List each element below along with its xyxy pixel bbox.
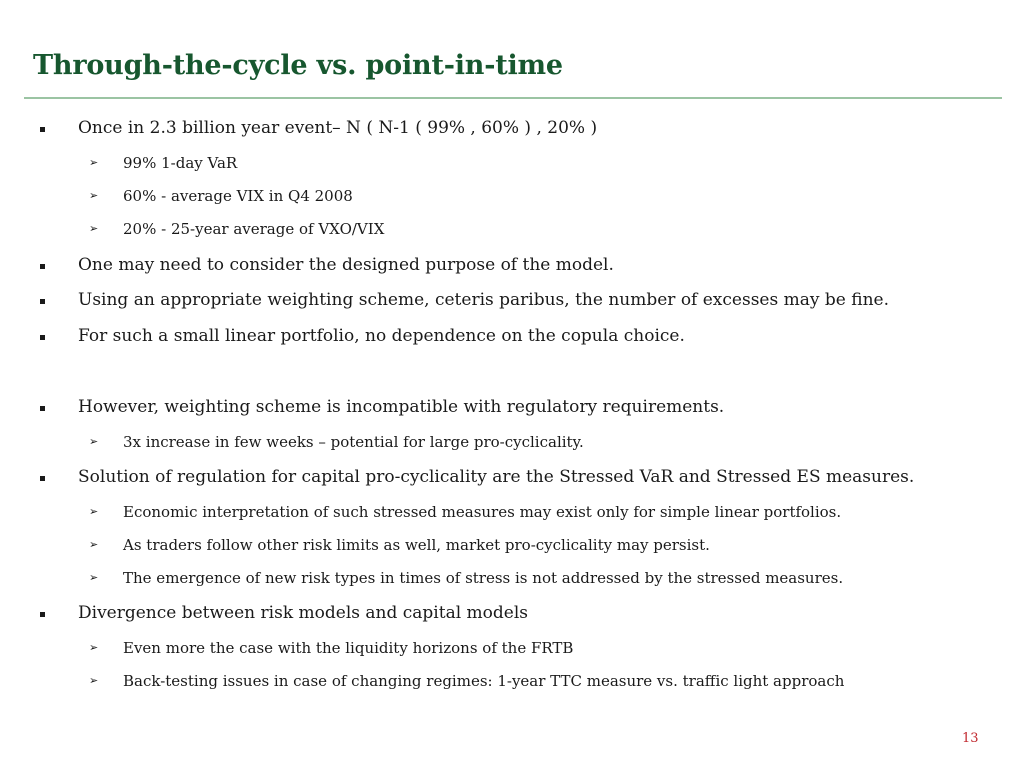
page-number: 13 [962,731,979,746]
bullet-text: Divergence between risk models and capital models [78,603,529,623]
arrowhead-bullet-icon: ➢ [89,505,99,518]
sub-bullet-text: The emergence of new risk types in times of stress is not addressed by the stressed measures. [123,569,844,587]
square-bullet-icon [40,127,45,132]
square-bullet-icon [40,264,45,269]
arrowhead-bullet-icon: ➢ [89,156,99,169]
arrowhead-bullet-icon: ➢ [89,538,99,551]
sub-bullet-text: 20% - 25-year average of VXO/VIX [123,220,385,238]
square-bullet-icon [40,476,45,481]
bullet-text: One may need to consider the designed purpose of the model. [78,255,614,275]
square-bullet-icon [40,335,45,340]
title-divider [24,97,1002,99]
arrowhead-bullet-icon: ➢ [89,189,99,202]
sub-bullet-text: Economic interpretation of such stressed measures may exist only for simple linear portfolios. [123,503,842,521]
square-bullet-icon [40,406,45,411]
bullet-text: For such a small linear portfolio, no dependence on the copula choice. [78,326,685,346]
arrowhead-bullet-icon: ➢ [89,435,99,448]
sub-bullet-text: As traders follow other risk limits as well, market pro-cyclicality may persist. [123,536,710,554]
sub-bullet-text: Even more the case with the liquidity horizons of the FRTB [123,639,574,657]
sub-bullet-text: 3x increase in few weeks – potential for large pro-cyclicality. [123,433,584,451]
arrowhead-bullet-icon: ➢ [89,641,99,654]
bullet-text: Using an appropriate weighting scheme, ceteris paribus, the number of excesses may be fine. [78,290,889,310]
sub-bullet-text: 60% - average VIX in Q4 2008 [123,187,353,205]
square-bullet-icon [40,612,45,617]
bullet-text: Once in 2.3 billion year event– N ( N-1 ( 99% , 60% ) , 20% ) [78,118,598,138]
sub-bullet-text: Back-testing issues in case of changing regimes: 1-year TTC measure vs. traffic light approach [123,672,845,690]
slide-title: Through-the-cycle vs. point-in-time [33,50,563,81]
arrowhead-bullet-icon: ➢ [89,571,99,584]
arrowhead-bullet-icon: ➢ [89,674,99,687]
square-bullet-icon [40,299,45,304]
bullet-text: However, weighting scheme is incompatible with regulatory requirements. [78,397,725,417]
bullet-text: Solution of regulation for capital pro-cyclicality are the Stressed VaR and Stressed ES measures. [78,467,915,487]
sub-bullet-text: 99% 1-day VaR [123,154,238,172]
arrowhead-bullet-icon: ➢ [89,222,99,235]
